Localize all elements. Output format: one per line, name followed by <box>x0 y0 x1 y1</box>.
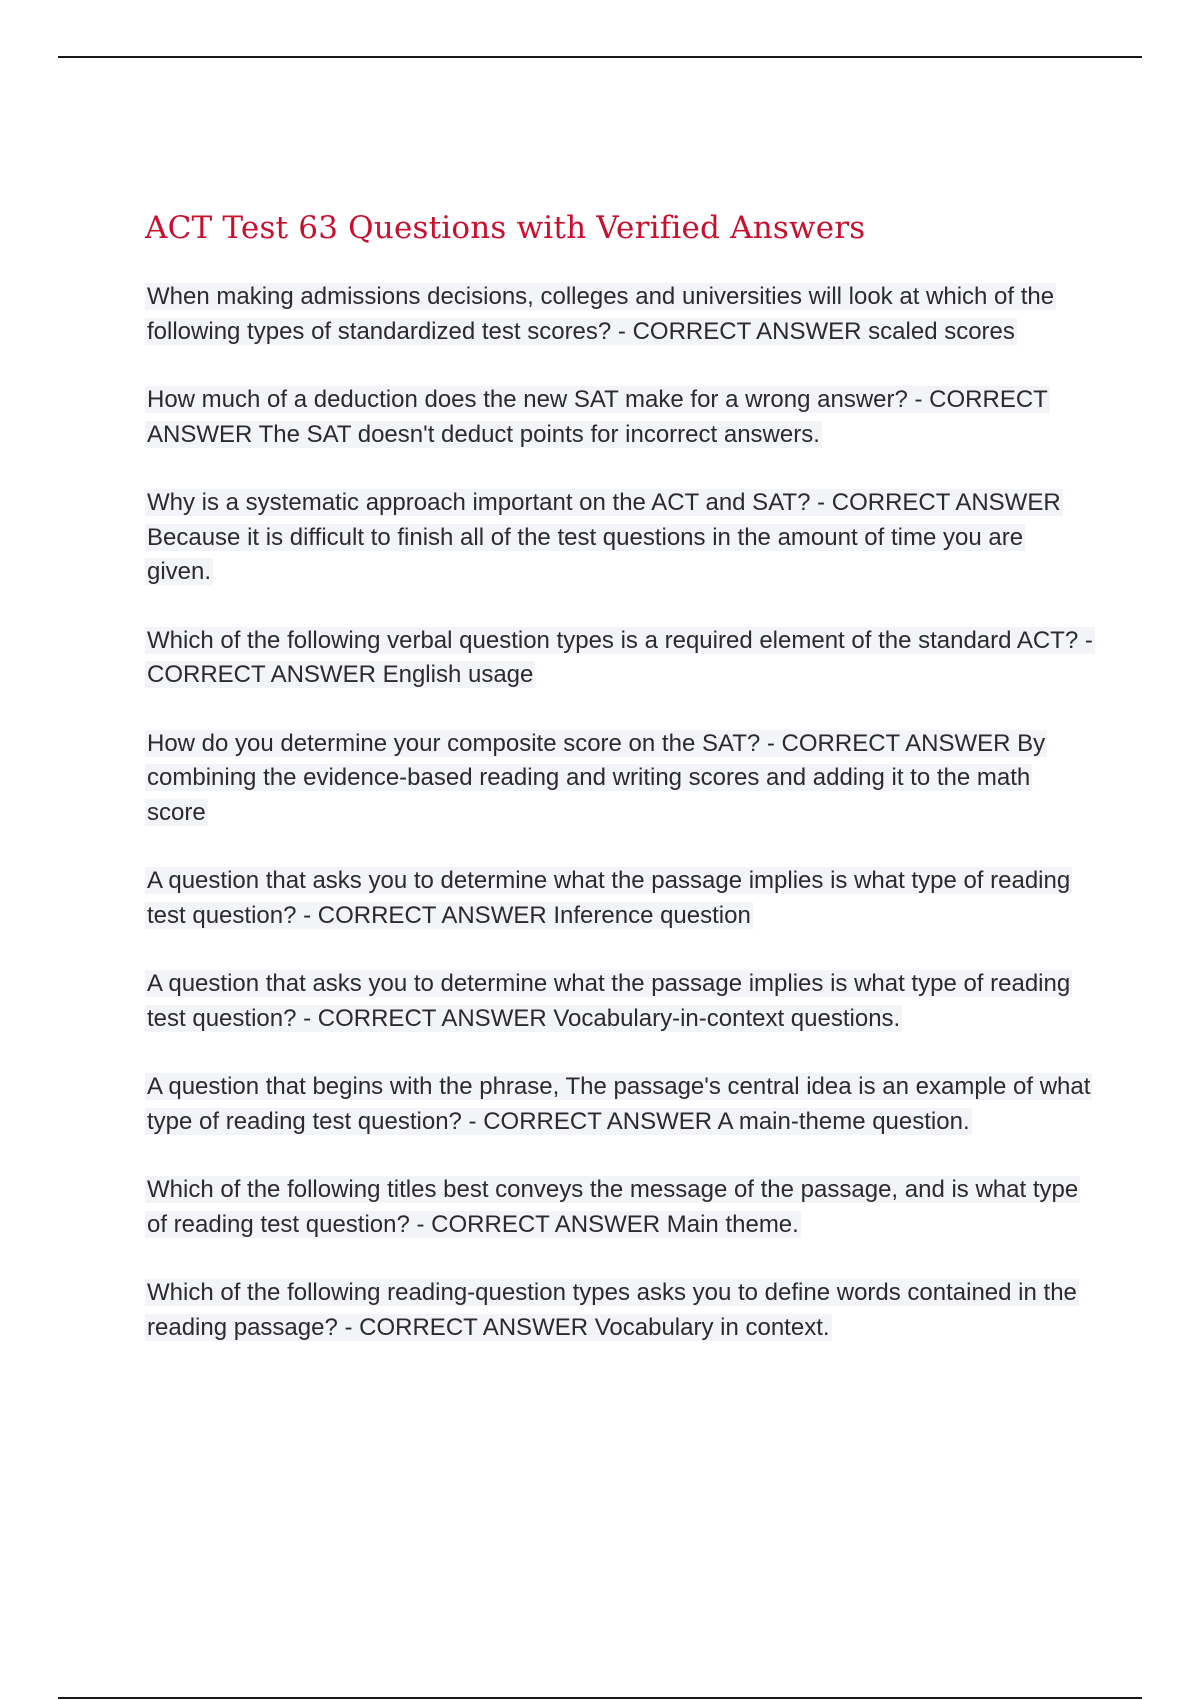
qa-text: Which of the following verbal question types is a required element of the standard ACT? - CORRECT ANSWER English usage <box>147 626 1093 689</box>
qa-list <box>145 280 1095 1345</box>
header-rule <box>58 56 1142 58</box>
qa-text: Which of the following titles best conveys the message of the passage, and is what type of reading test question? - CORRECT ANSWER Main theme. <box>147 1176 1079 1238</box>
footer-rule <box>58 1697 1142 1699</box>
qa-item <box>145 727 1095 831</box>
qa-item <box>145 864 1095 933</box>
document-content <box>145 208 1095 1379</box>
qa-text: A question that asks you to determine what the passage implies is what type of reading test question? - CORRECT ANSWER Vocabulary-in-context questions. <box>147 970 1071 1032</box>
qa-item <box>145 1070 1095 1139</box>
qa-item <box>145 624 1095 693</box>
qa-text: How much of a deduction does the new SAT make for a wrong answer? - CORRECT ANSWER The SAT doesn't deduct points for incorrect answers. <box>147 386 1048 448</box>
qa-item <box>145 383 1095 452</box>
qa-text: Which of the following reading-question types asks you to define words contained in the reading passage? - CORRECT ANSWER Vocabulary in context. <box>147 1279 1077 1341</box>
qa-item <box>145 1173 1095 1242</box>
document-title: ACT Test 63 Questions with Verified Answers <box>145 210 866 246</box>
qa-text: A question that asks you to determine what the passage implies is what type of reading test question? - CORRECT ANSWER Inference question <box>147 867 1071 929</box>
qa-item <box>145 1276 1095 1345</box>
qa-item <box>145 967 1095 1036</box>
qa-text: A question that begins with the phrase, The passage's central idea is an example of what type of reading test question? - CORRECT ANSWER A main-theme question. <box>147 1073 1091 1135</box>
qa-text: Why is a systematic approach important on the ACT and SAT? - CORRECT ANSWER Because it is difficult to finish all of the test questions in the amount of time you are given. <box>147 489 1061 586</box>
qa-item <box>145 280 1095 349</box>
qa-item <box>145 486 1095 590</box>
qa-text: When making admissions decisions, colleges and universities will look at which of the following types of standardized test scores? - CORRECT ANSWER scaled scores <box>147 283 1055 345</box>
qa-text: How do you determine your composite score on the SAT? - CORRECT ANSWER By combining the evidence-based reading and writing scores and adding it to the math score <box>147 729 1046 826</box>
